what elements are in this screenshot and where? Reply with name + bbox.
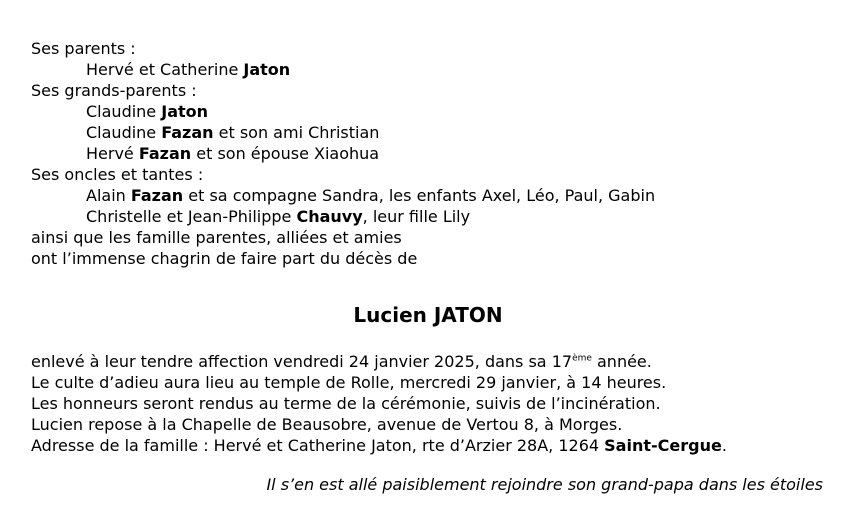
detail-line-repose: Lucien repose à la Chapelle de Beausobre, avenue de Vertou 8, à Morges. [31,415,623,434]
deceased-name: Lucien JATON [353,303,503,327]
grandparent-surname: Fazan [138,144,192,163]
grandparent-surname: Jaton [161,102,209,121]
grandparent-rest: et son épouse Xiaohua [191,144,380,163]
grandparent-surname: Fazan [161,123,214,142]
detail-line-honours: Les honneurs seront rendus au terme de la cérémonie, suivis de l’incinération. [31,394,661,413]
spacer [31,456,831,474]
address-end: . [721,436,727,455]
grandparent-rest: et son ami Christian [213,123,380,142]
grandparents-heading: Ses grands-parents : [31,81,197,100]
uncle-surname: Chauvy [296,207,363,226]
detail-line-address [31,435,831,456]
grandparent-given: Claudine [86,102,162,121]
uncle-given: Alain [86,186,131,205]
parents-given: Hervé et Catherine [86,60,244,79]
grandparent-given: Hervé [86,144,139,163]
address-town: Saint-Cergue [604,436,722,455]
uncles-heading: Ses oncles et tantes : [31,165,204,184]
uncle-line [31,185,831,206]
grandparent-line [31,143,831,164]
uncle-line [31,206,831,227]
closing-quote: Il s’en est allé paisiblement rejoindre son grand-papa dans les étoiles [266,475,823,494]
spacer [31,328,831,351]
uncle-rest: et sa compagne Sandra, les enfants Axel, Léo, Paul, Gabin [183,186,656,205]
uncle-rest: , leur fille Lily [362,207,471,226]
detail-death-end: année. [591,352,652,371]
announce-line: ont l’immense chagrin de faire part du décès de [31,249,418,268]
detail-line-death [31,351,831,372]
obituary-notice [31,38,831,495]
also-line: ainsi que les famille parentes, alliées et amies [31,228,402,247]
grandparent-line [31,122,831,143]
grandparent-given: Claudine [86,123,162,142]
ordinal-suffix: ème [572,353,592,364]
grandparent-line [31,101,831,122]
parents-line [31,59,831,80]
uncle-surname: Fazan [130,186,184,205]
parents-heading: Ses parents : [31,39,136,58]
uncle-given: Christelle et Jean-Philippe [86,207,297,226]
detail-line-service: Le culte d’adieu aura lieu au temple de Rolle, mercredi 29 janvier, à 14 heures. [31,373,667,392]
detail-death-text: enlevé à leur tendre affection vendredi 24 janvier 2025, dans sa 17 [31,352,573,371]
address-text: Adresse de la famille : Hervé et Catherine Jaton, rte d’Arzier 28A, 1264 [31,436,605,455]
spacer [31,269,831,302]
parents-surname: Jaton [243,60,291,79]
